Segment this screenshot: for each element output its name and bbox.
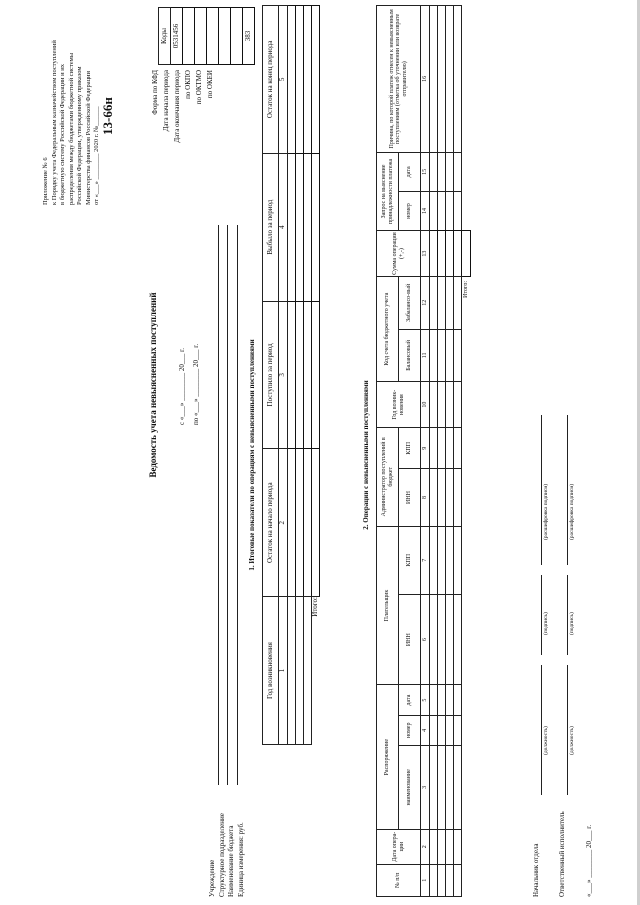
s2-cell bbox=[446, 6, 454, 153]
code-value: 0531456 bbox=[171, 8, 183, 65]
s2-col-number: 16 bbox=[421, 6, 430, 153]
s2-cell bbox=[438, 152, 446, 191]
code-value bbox=[195, 8, 207, 65]
section1-table bbox=[262, 5, 320, 745]
s2-cell bbox=[446, 829, 454, 864]
s2-col-number: 11 bbox=[421, 329, 430, 382]
s2-cell bbox=[430, 715, 438, 745]
org-line bbox=[237, 225, 238, 785]
page-title: Ведомость учета невыясненных поступлений bbox=[148, 292, 158, 478]
s1-col-number: 4 bbox=[279, 153, 288, 301]
s2-header-reason: Причина, по которой платеж отнесен к невыясненным поступлениям (отметка об уточнении или возврате отправителю) bbox=[377, 6, 421, 153]
s2-col-number: 13 bbox=[421, 231, 430, 277]
s1-cell bbox=[304, 301, 312, 449]
s2-cell bbox=[446, 594, 454, 685]
s2-cell bbox=[430, 469, 438, 526]
code-label: Форма по КФД bbox=[151, 70, 159, 115]
s2-cell bbox=[438, 191, 446, 230]
appendix-line: к Порядку учета Федеральным казначейством поступлений bbox=[50, 40, 58, 205]
s1-cell bbox=[296, 301, 304, 449]
s2-header-payer: Плательщик bbox=[377, 526, 399, 685]
s1-col-number: 1 bbox=[279, 597, 288, 745]
s2-cell bbox=[438, 685, 446, 715]
sig-line bbox=[541, 415, 542, 565]
s2-cell bbox=[454, 152, 462, 191]
appendix-title: Приложение № 6 bbox=[42, 157, 49, 205]
sig-hint: (должность) bbox=[543, 726, 549, 755]
s2-cell bbox=[438, 745, 446, 829]
sig-hint: (подпись) bbox=[569, 612, 575, 635]
s2-cell bbox=[430, 428, 438, 469]
code-label: Дата начала периода bbox=[162, 70, 170, 132]
s2-sub-header: номер bbox=[399, 191, 421, 230]
s2-cell bbox=[430, 864, 438, 896]
code-label: по ОКПО bbox=[184, 70, 192, 99]
s2-sub-header: дата bbox=[399, 685, 421, 715]
s2-header-date: Дата опера-ции bbox=[377, 829, 421, 864]
period-from: с «___» ________ 20___ г. bbox=[178, 348, 186, 425]
s2-sub-header: Балансовый bbox=[399, 329, 421, 382]
section2-table bbox=[376, 5, 471, 897]
code-value: 383 bbox=[243, 8, 255, 65]
s2-total-spacer bbox=[462, 6, 471, 231]
code-value bbox=[207, 8, 219, 65]
sig-head-label: Начальник отдела bbox=[532, 843, 540, 897]
s2-sub-header: ИНН bbox=[399, 594, 421, 685]
sig-line bbox=[541, 575, 542, 655]
s1-total-label: Итого: bbox=[312, 597, 320, 745]
s1-cell bbox=[296, 597, 304, 745]
appendix-line: Российской Федерации, утвержденному приказом bbox=[76, 66, 83, 205]
s2-cell bbox=[430, 594, 438, 685]
s1-col-header: Поступило за период bbox=[263, 301, 279, 449]
sig-hint: (должность) bbox=[569, 726, 575, 755]
s2-cell bbox=[454, 745, 462, 829]
s2-cell bbox=[446, 428, 454, 469]
s2-sub-header: КПП bbox=[399, 526, 421, 594]
s2-cell bbox=[446, 382, 454, 428]
appendix-line: Министерства финансов Российской Федерации bbox=[84, 70, 92, 205]
s2-cell bbox=[454, 594, 462, 685]
s2-cell bbox=[454, 469, 462, 526]
s2-header-admin: Администратор поступлений в бюджет bbox=[377, 428, 399, 526]
s2-cell bbox=[438, 715, 446, 745]
s2-sub-header: номер bbox=[399, 715, 421, 745]
sig-hint: (подпись) bbox=[543, 612, 549, 635]
appendix-line: распределения между бюджетами бюджетной системы bbox=[67, 52, 75, 205]
s2-cell bbox=[430, 277, 438, 330]
s1-total-cell bbox=[312, 153, 320, 301]
s1-col-header: Год возникновения bbox=[263, 597, 279, 745]
s2-total-cell bbox=[462, 231, 471, 277]
s2-header-year: Год возник-новения bbox=[377, 382, 421, 428]
s2-cell bbox=[454, 6, 462, 153]
s1-cell bbox=[296, 6, 304, 154]
appendix-block bbox=[42, 5, 102, 205]
s2-cell bbox=[446, 191, 454, 230]
s2-col-number: 15 bbox=[421, 152, 430, 191]
s2-cell bbox=[438, 231, 446, 277]
s1-total-cell bbox=[312, 449, 320, 597]
sig-line bbox=[567, 415, 568, 565]
s1-cell bbox=[288, 449, 296, 597]
s2-sub-header: Забалансо-вый bbox=[399, 277, 421, 330]
s2-header-num: № п/п bbox=[377, 864, 421, 896]
s2-header-disposition: Распоряжение bbox=[377, 685, 399, 829]
s2-cell bbox=[454, 231, 462, 277]
org-field: Наименование бюджета bbox=[227, 825, 235, 897]
s2-cell bbox=[446, 277, 454, 330]
s1-cell bbox=[288, 6, 296, 154]
s2-cell bbox=[454, 191, 462, 230]
sig-line bbox=[541, 665, 542, 795]
code-label: по ОКЕИ bbox=[206, 70, 214, 99]
s2-cell bbox=[454, 382, 462, 428]
period-to: по «___» ________ 20___ г. bbox=[192, 343, 200, 425]
s2-cell bbox=[454, 829, 462, 864]
sig-executor-label: Ответственный исполнитель bbox=[558, 811, 566, 897]
s2-cell bbox=[438, 382, 446, 428]
codes-header: Коды bbox=[159, 8, 171, 65]
s1-total-cell bbox=[312, 6, 320, 154]
s2-col-number: 10 bbox=[421, 382, 430, 428]
s2-col-number: 9 bbox=[421, 428, 430, 469]
appendix-line: от «___» ________ 2020 г. №______ bbox=[93, 106, 100, 205]
s2-cell bbox=[430, 152, 438, 191]
s2-cell bbox=[430, 685, 438, 715]
section2-title: 2. Операции с невыясненными поступлениями bbox=[362, 380, 370, 530]
s2-col-number: 3 bbox=[421, 745, 430, 829]
s2-cell bbox=[454, 715, 462, 745]
s2-col-number: 14 bbox=[421, 191, 430, 230]
s2-cell bbox=[454, 864, 462, 896]
s2-cell bbox=[438, 6, 446, 153]
s2-cell bbox=[430, 829, 438, 864]
code-value bbox=[219, 8, 231, 65]
s2-cell bbox=[446, 745, 454, 829]
s2-header-amount: Сумма операции (+,-) bbox=[377, 231, 421, 277]
s2-cell bbox=[446, 526, 454, 594]
sig-line bbox=[567, 575, 568, 655]
s2-cell bbox=[438, 829, 446, 864]
s2-col-number: 1 bbox=[421, 864, 430, 896]
s1-col-header: Остаток на конец периода bbox=[263, 6, 279, 154]
s2-cell bbox=[446, 685, 454, 715]
s2-sub-header: КПП bbox=[399, 428, 421, 469]
s2-cell bbox=[438, 329, 446, 382]
s2-cell bbox=[430, 745, 438, 829]
s1-cell bbox=[296, 153, 304, 301]
s2-col-number: 2 bbox=[421, 829, 430, 864]
s2-cell bbox=[446, 329, 454, 382]
s2-cell bbox=[454, 685, 462, 715]
s2-cell bbox=[446, 231, 454, 277]
org-line bbox=[218, 225, 219, 785]
s2-header-request: Запрос на выяснение принадлежности платежа bbox=[377, 152, 399, 230]
s2-cell bbox=[438, 594, 446, 685]
s2-cell bbox=[454, 277, 462, 330]
s1-cell bbox=[304, 449, 312, 597]
s1-cell bbox=[288, 301, 296, 449]
s1-cell bbox=[304, 153, 312, 301]
s2-cell bbox=[430, 231, 438, 277]
s2-sub-header: ИНН bbox=[399, 469, 421, 526]
s2-cell bbox=[438, 469, 446, 526]
s1-col-number: 5 bbox=[279, 6, 288, 154]
sig-hint: (расшифровка подписи) bbox=[569, 483, 575, 540]
s2-sub-header: наименование bbox=[399, 745, 421, 829]
s2-cell bbox=[430, 6, 438, 153]
s2-total-label: Итого: bbox=[463, 281, 470, 298]
sig-date: «___» ________ 20___ г. bbox=[585, 824, 593, 897]
s1-cell bbox=[304, 597, 312, 745]
s2-cell bbox=[454, 428, 462, 469]
s2-col-number: 12 bbox=[421, 277, 430, 330]
s2-col-number: 7 bbox=[421, 526, 430, 594]
order-stamp: 13-66н bbox=[100, 97, 115, 135]
s2-col-number: 8 bbox=[421, 469, 430, 526]
s1-cell bbox=[288, 597, 296, 745]
section1-title: 1. Итоговые показатели по операциям с невыясненными поступлениями bbox=[248, 339, 256, 571]
s1-cell bbox=[296, 449, 304, 597]
code-label: Дата окончания периода bbox=[173, 70, 181, 143]
s2-cell bbox=[446, 715, 454, 745]
s1-col-number: 3 bbox=[279, 301, 288, 449]
codes-labels bbox=[150, 70, 216, 170]
s2-cell bbox=[430, 526, 438, 594]
org-fields bbox=[208, 813, 246, 897]
s2-cell bbox=[446, 864, 454, 896]
s2-cell bbox=[446, 469, 454, 526]
s2-cell bbox=[430, 329, 438, 382]
appendix-line: в бюджетную систему Российской Федерации и их bbox=[59, 64, 66, 205]
s2-header-budget-code: Код счета бюджетного учета bbox=[377, 277, 399, 382]
s2-cell bbox=[454, 329, 462, 382]
s2-cell bbox=[430, 382, 438, 428]
s2-cell bbox=[438, 277, 446, 330]
s1-cell bbox=[304, 6, 312, 154]
s2-cell bbox=[430, 191, 438, 230]
org-line bbox=[227, 225, 228, 785]
code-label: по ОКТМО bbox=[195, 70, 203, 105]
s2-col-number: 5 bbox=[421, 685, 430, 715]
s2-cell bbox=[454, 526, 462, 594]
code-value bbox=[183, 8, 195, 65]
s1-col-number: 2 bbox=[279, 449, 288, 597]
code-value bbox=[231, 8, 243, 65]
sig-line bbox=[567, 665, 568, 795]
s1-total-cell bbox=[312, 301, 320, 449]
s1-cell bbox=[288, 153, 296, 301]
s2-cell bbox=[446, 152, 454, 191]
org-field: Учреждение bbox=[208, 859, 216, 897]
s2-col-number: 6 bbox=[421, 594, 430, 685]
s1-col-header: Выбыло за период bbox=[263, 153, 279, 301]
s1-col-header: Остаток на начало периода bbox=[263, 449, 279, 597]
sig-hint: (расшифровка подписи) bbox=[543, 483, 549, 540]
s2-cell bbox=[438, 864, 446, 896]
s2-sub-header: дата bbox=[399, 152, 421, 191]
org-field: Структурное подразделение bbox=[217, 813, 226, 897]
s2-col-number: 4 bbox=[421, 715, 430, 745]
org-field: Единица измерения: руб. bbox=[236, 822, 245, 897]
codes-table bbox=[158, 7, 255, 65]
s2-cell bbox=[438, 526, 446, 594]
s2-cell bbox=[438, 428, 446, 469]
